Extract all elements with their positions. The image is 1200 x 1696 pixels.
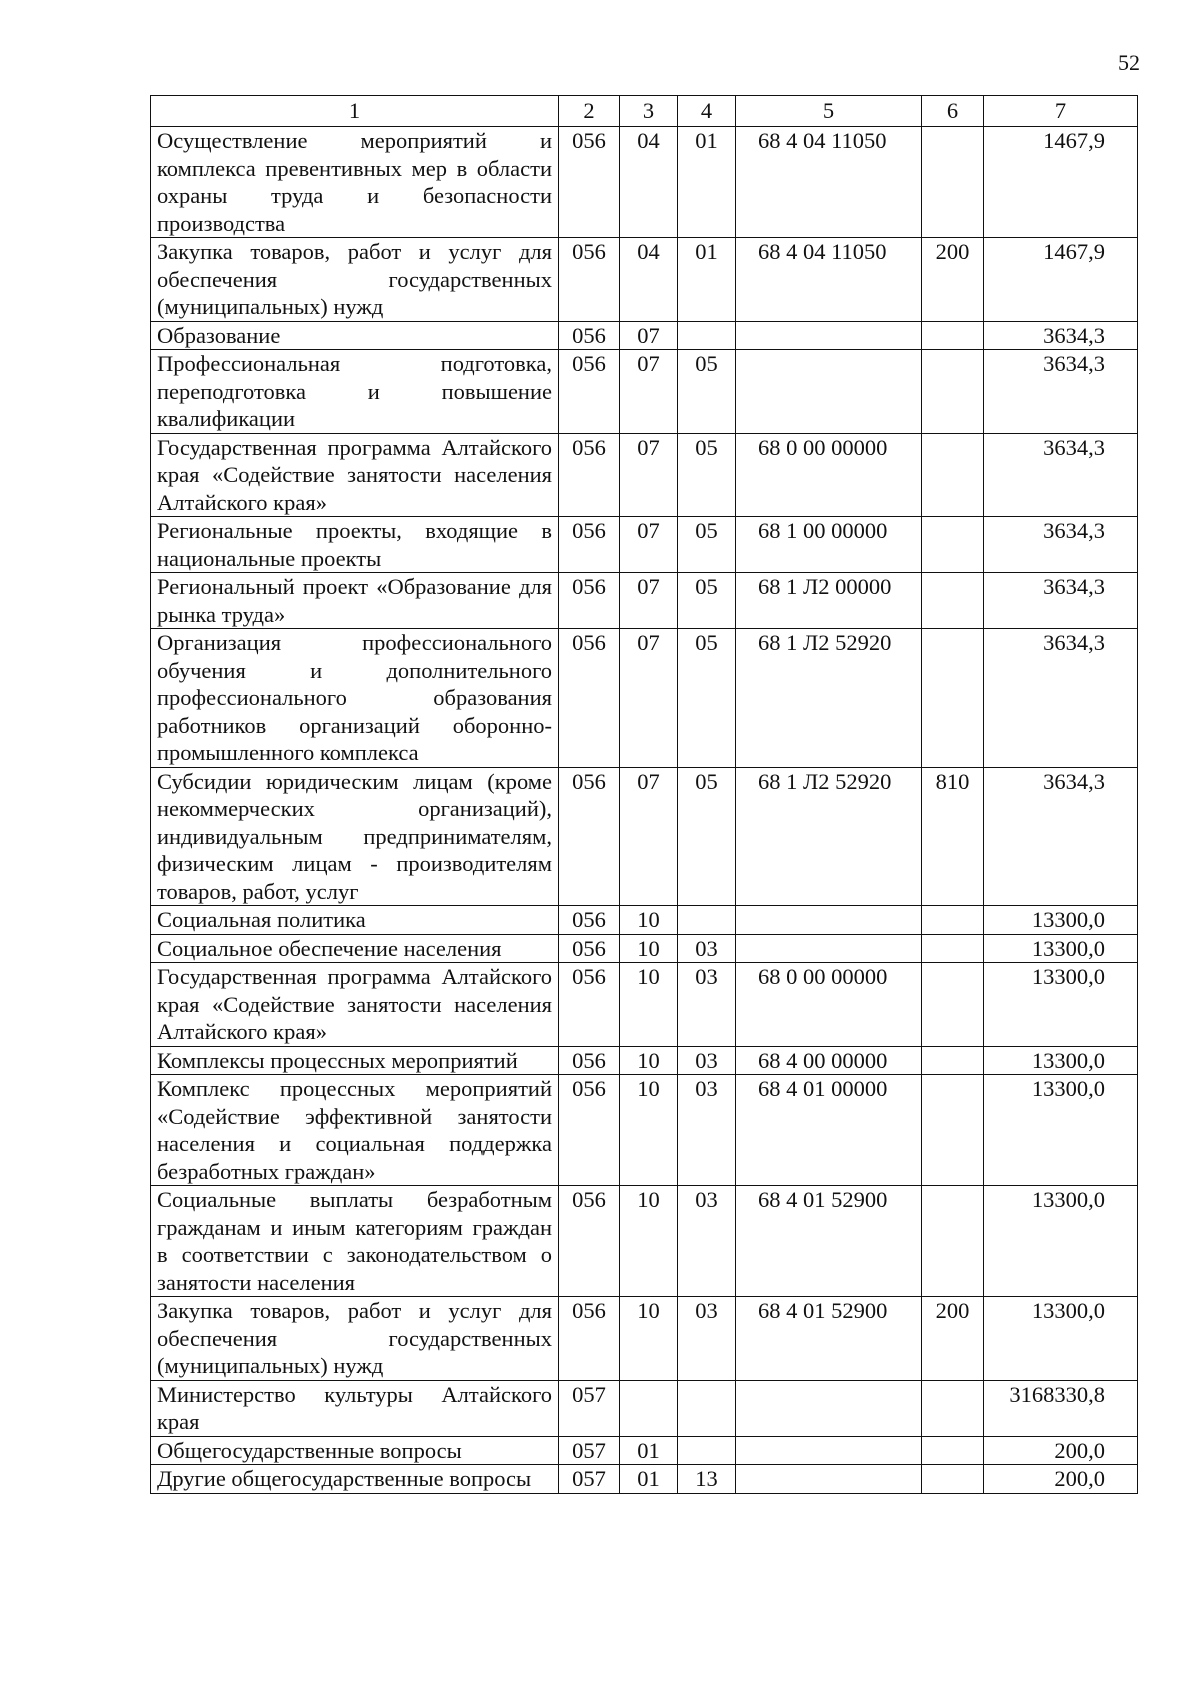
target-article-cell: 68 4 01 52900	[736, 1186, 922, 1297]
ministry-code-cell: 057	[559, 1380, 620, 1436]
subsection-code-cell: 05	[678, 767, 736, 906]
target-article-cell: 68 4 00 00000	[736, 1046, 922, 1075]
subsection-code-cell: 03	[678, 1186, 736, 1297]
table-row	[151, 963, 1138, 1047]
target-article-cell	[736, 321, 922, 350]
table-row	[151, 433, 1138, 517]
expense-type-cell	[922, 906, 984, 935]
amount-cell: 3634,3	[984, 517, 1138, 573]
ministry-code-cell: 056	[559, 127, 620, 238]
expense-type-cell	[922, 1046, 984, 1075]
amount-cell: 3634,3	[984, 629, 1138, 768]
page-number: 52	[1118, 50, 1140, 75]
expense-type-cell	[922, 629, 984, 768]
section-code-cell: 04	[620, 238, 678, 322]
table-row	[151, 629, 1138, 768]
expense-type-cell	[922, 1380, 984, 1436]
column-header: 6	[922, 96, 984, 127]
subsection-code-cell: 03	[678, 934, 736, 963]
table-row	[151, 573, 1138, 629]
target-article-cell	[736, 350, 922, 434]
table-row	[151, 127, 1138, 238]
expense-type-cell	[922, 433, 984, 517]
ministry-code-cell: 056	[559, 629, 620, 768]
expense-type-cell	[922, 321, 984, 350]
row-name-cell: Общегосударственные вопросы	[151, 1436, 559, 1465]
section-code-cell: 10	[620, 963, 678, 1047]
section-code-cell: 07	[620, 517, 678, 573]
target-article-cell: 68 4 04 11050	[736, 127, 922, 238]
expense-type-cell: 810	[922, 767, 984, 906]
subsection-code-cell: 01	[678, 127, 736, 238]
subsection-code-cell: 05	[678, 573, 736, 629]
amount-cell: 3634,3	[984, 350, 1138, 434]
section-code-cell: 10	[620, 1186, 678, 1297]
table-row	[151, 1465, 1138, 1494]
table-row	[151, 1380, 1138, 1436]
expense-type-cell	[922, 127, 984, 238]
table-row	[151, 1046, 1138, 1075]
amount-cell: 13300,0	[984, 1186, 1138, 1297]
ministry-code-cell: 056	[559, 963, 620, 1047]
target-article-cell	[736, 906, 922, 935]
row-name-cell: Государственная программа Алтайского края «Содействие занятости населения Алтайского края»	[151, 963, 559, 1047]
ministry-code-cell: 057	[559, 1436, 620, 1465]
column-header: 1	[151, 96, 559, 127]
subsection-code-cell: 13	[678, 1465, 736, 1494]
ministry-code-cell: 056	[559, 238, 620, 322]
target-article-cell: 68 0 00 00000	[736, 433, 922, 517]
subsection-code-cell	[678, 906, 736, 935]
expense-type-cell: 200	[922, 1297, 984, 1381]
target-article-cell	[736, 1436, 922, 1465]
amount-cell: 13300,0	[984, 1075, 1138, 1186]
row-name-cell: Социальное обеспечение населения	[151, 934, 559, 963]
column-header: 4	[678, 96, 736, 127]
column-header: 5	[736, 96, 922, 127]
amount-cell: 13300,0	[984, 906, 1138, 935]
expense-type-cell	[922, 963, 984, 1047]
amount-cell: 3634,3	[984, 433, 1138, 517]
amount-cell: 200,0	[984, 1465, 1138, 1494]
section-code-cell: 10	[620, 906, 678, 935]
row-name-cell: Осуществление мероприятий и комплекса превентивных мер в области охраны труда и безопасности производства	[151, 127, 559, 238]
subsection-code-cell	[678, 1436, 736, 1465]
row-name-cell: Организация профессионального обучения и дополнительного профессионального образования работников организаций оборонно-промышленного комплекса	[151, 629, 559, 768]
ministry-code-cell: 056	[559, 517, 620, 573]
budget-table	[150, 95, 1138, 1494]
amount-cell: 13300,0	[984, 934, 1138, 963]
row-name-cell: Профессиональная подготовка, переподготовка и повышение квалификации	[151, 350, 559, 434]
table-row	[151, 517, 1138, 573]
row-name-cell: Региональный проект «Образование для рынка труда»	[151, 573, 559, 629]
amount-cell: 3634,3	[984, 573, 1138, 629]
row-name-cell: Закупка товаров, работ и услуг для обеспечения государственных (муниципальных) нужд	[151, 1297, 559, 1381]
expense-type-cell	[922, 1075, 984, 1186]
target-article-cell: 68 1 Л2 00000	[736, 573, 922, 629]
expense-type-cell	[922, 1436, 984, 1465]
target-article-cell	[736, 934, 922, 963]
target-article-cell: 68 4 01 00000	[736, 1075, 922, 1186]
section-code-cell: 01	[620, 1465, 678, 1494]
section-code-cell: 10	[620, 1075, 678, 1186]
section-code-cell: 10	[620, 934, 678, 963]
row-name-cell: Субсидии юридическим лицам (кроме некоммерческих организаций), индивидуальным предпринимателям, физическим лицам - производителям товаров, работ, услуг	[151, 767, 559, 906]
section-code-cell: 07	[620, 321, 678, 350]
ministry-code-cell: 056	[559, 321, 620, 350]
section-code-cell	[620, 1380, 678, 1436]
table-row	[151, 1075, 1138, 1186]
subsection-code-cell: 05	[678, 629, 736, 768]
row-name-cell: Социальные выплаты безработным гражданам и иным категориям граждан в соответствии с законодательством о занятости населения	[151, 1186, 559, 1297]
expense-type-cell: 200	[922, 238, 984, 322]
column-header: 7	[984, 96, 1138, 127]
amount-cell: 3634,3	[984, 321, 1138, 350]
amount-cell: 13300,0	[984, 1297, 1138, 1381]
ministry-code-cell: 056	[559, 934, 620, 963]
target-article-cell: 68 1 00 00000	[736, 517, 922, 573]
row-name-cell: Закупка товаров, работ и услуг для обеспечения государственных (муниципальных) нужд	[151, 238, 559, 322]
section-code-cell: 07	[620, 767, 678, 906]
amount-cell: 1467,9	[984, 238, 1138, 322]
amount-cell: 3168330,8	[984, 1380, 1138, 1436]
table-row	[151, 1436, 1138, 1465]
row-name-cell: Региональные проекты, входящие в национальные проекты	[151, 517, 559, 573]
subsection-code-cell: 01	[678, 238, 736, 322]
section-code-cell: 07	[620, 629, 678, 768]
target-article-cell: 68 4 01 52900	[736, 1297, 922, 1381]
ministry-code-cell: 056	[559, 1186, 620, 1297]
target-article-cell: 68 1 Л2 52920	[736, 629, 922, 768]
amount-cell: 200,0	[984, 1436, 1138, 1465]
row-name-cell: Образование	[151, 321, 559, 350]
ministry-code-cell: 056	[559, 350, 620, 434]
section-code-cell: 07	[620, 573, 678, 629]
amount-cell: 3634,3	[984, 767, 1138, 906]
row-name-cell: Другие общегосударственные вопросы	[151, 1465, 559, 1494]
subsection-code-cell: 03	[678, 1075, 736, 1186]
target-article-cell: 68 1 Л2 52920	[736, 767, 922, 906]
ministry-code-cell: 056	[559, 1075, 620, 1186]
table-row	[151, 934, 1138, 963]
expense-type-cell	[922, 573, 984, 629]
ministry-code-cell: 056	[559, 906, 620, 935]
table-row	[151, 906, 1138, 935]
subsection-code-cell: 05	[678, 350, 736, 434]
section-code-cell: 04	[620, 127, 678, 238]
header-row	[151, 96, 1138, 127]
row-name-cell: Комплексы процессных мероприятий	[151, 1046, 559, 1075]
table-row	[151, 767, 1138, 906]
table-row	[151, 1186, 1138, 1297]
amount-cell: 13300,0	[984, 1046, 1138, 1075]
ministry-code-cell: 056	[559, 1297, 620, 1381]
row-name-cell: Комплекс процессных мероприятий «Содействие эффективной занятости населения и социальная поддержка безработных граждан»	[151, 1075, 559, 1186]
ministry-code-cell: 056	[559, 767, 620, 906]
section-code-cell: 01	[620, 1436, 678, 1465]
column-header: 3	[620, 96, 678, 127]
subsection-code-cell: 03	[678, 1297, 736, 1381]
ministry-code-cell: 057	[559, 1465, 620, 1494]
subsection-code-cell: 05	[678, 517, 736, 573]
row-name-cell: Государственная программа Алтайского края «Содействие занятости населения Алтайского края»	[151, 433, 559, 517]
row-name-cell: Министерство культуры Алтайского края	[151, 1380, 559, 1436]
target-article-cell	[736, 1465, 922, 1494]
expense-type-cell	[922, 934, 984, 963]
section-code-cell: 10	[620, 1297, 678, 1381]
expense-type-cell	[922, 1186, 984, 1297]
row-name-cell: Социальная политика	[151, 906, 559, 935]
column-header: 2	[559, 96, 620, 127]
ministry-code-cell: 056	[559, 1046, 620, 1075]
section-code-cell: 10	[620, 1046, 678, 1075]
subsection-code-cell: 05	[678, 433, 736, 517]
subsection-code-cell: 03	[678, 963, 736, 1047]
table-row	[151, 350, 1138, 434]
table-row	[151, 321, 1138, 350]
subsection-code-cell	[678, 1380, 736, 1436]
subsection-code-cell: 03	[678, 1046, 736, 1075]
expense-type-cell	[922, 350, 984, 434]
expense-type-cell	[922, 1465, 984, 1494]
target-article-cell: 68 0 00 00000	[736, 963, 922, 1047]
amount-cell: 1467,9	[984, 127, 1138, 238]
table-row	[151, 238, 1138, 322]
subsection-code-cell	[678, 321, 736, 350]
amount-cell: 13300,0	[984, 963, 1138, 1047]
table-row	[151, 1297, 1138, 1381]
target-article-cell: 68 4 04 11050	[736, 238, 922, 322]
target-article-cell	[736, 1380, 922, 1436]
section-code-cell: 07	[620, 433, 678, 517]
ministry-code-cell: 056	[559, 573, 620, 629]
section-code-cell: 07	[620, 350, 678, 434]
expense-type-cell	[922, 517, 984, 573]
ministry-code-cell: 056	[559, 433, 620, 517]
